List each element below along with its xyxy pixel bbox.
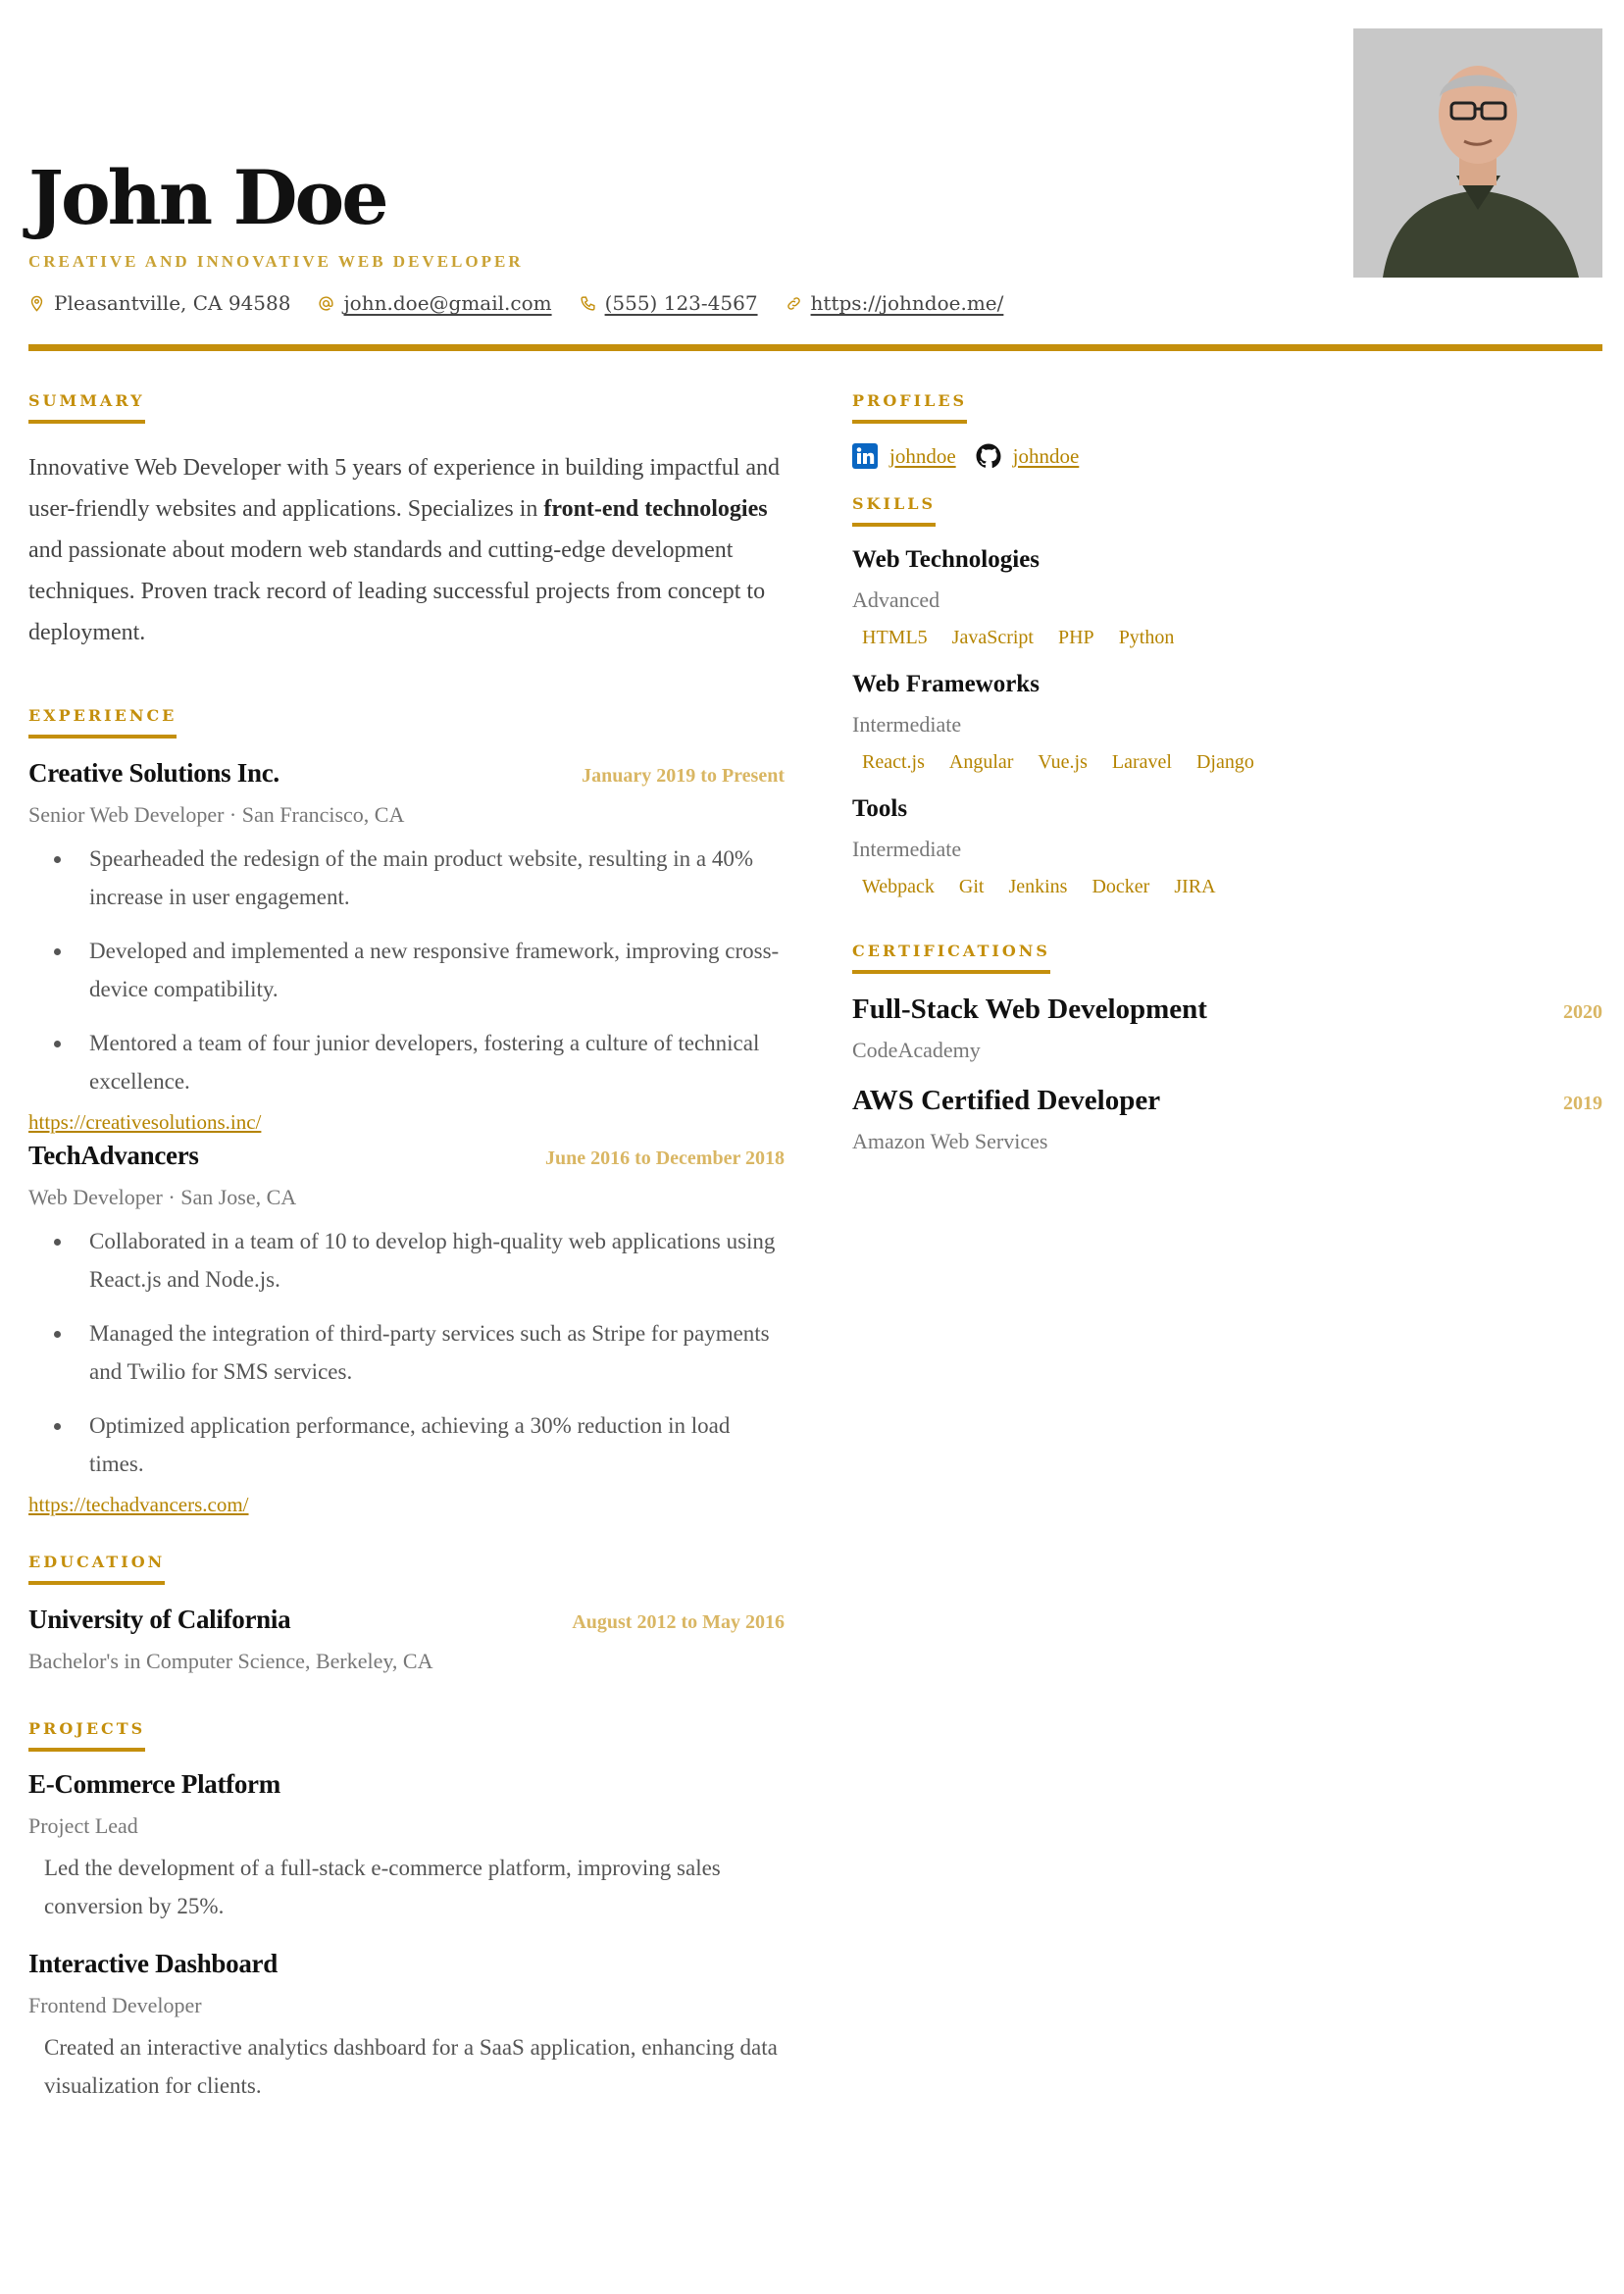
certification-item	[852, 994, 1602, 1063]
skill-level: Advanced	[852, 587, 940, 612]
skill-level: Intermediate	[852, 712, 962, 737]
profiles-list	[852, 443, 1602, 469]
project-name: Interactive Dashboard	[28, 1949, 278, 1978]
skill-name: Web Technologies	[852, 546, 1040, 573]
certifications-heading: CERTIFICATIONS	[852, 942, 1050, 974]
map-pin-icon	[28, 295, 45, 312]
projects-section	[28, 1719, 785, 2105]
skill-keyword: Vue.js	[1038, 751, 1088, 773]
skill-keyword: Angular	[948, 751, 1014, 773]
candidate-name: John Doe	[28, 154, 386, 241]
skill-level: Intermediate	[852, 837, 962, 861]
skill-keywords	[852, 751, 1602, 774]
resume-page	[28, 28, 1602, 2098]
date-range: August 2012 to May 2016	[572, 1611, 785, 1633]
achievement-item: Managed the integration of third-party services such as Stripe for payments and Twilio for SMS services.	[28, 1314, 785, 1391]
skill-keyword: JavaScript	[951, 627, 1034, 648]
achievement-item: Optimized application performance, achieving a 30% reduction in load times.	[28, 1406, 785, 1483]
skill-keyword: Laravel	[1111, 751, 1172, 773]
skill-group	[852, 795, 1602, 898]
certification-item	[852, 1085, 1602, 1154]
skill-name: Tools	[852, 795, 908, 822]
company-name: TechAdvancers	[28, 1141, 199, 1170]
company-url-link[interactable]: https://techadvancers.com/	[28, 1493, 249, 1516]
phone-link[interactable]: (555) 123-4567	[604, 291, 758, 315]
company-name: Creative Solutions Inc.	[28, 758, 279, 788]
profiles-section	[852, 391, 1602, 469]
profile-github[interactable]	[976, 443, 1080, 469]
skills-heading: SKILLS	[852, 494, 936, 527]
skill-keyword: Docker	[1091, 876, 1150, 897]
skill-keyword: Django	[1195, 751, 1254, 773]
website-link[interactable]: https://johndoe.me/	[810, 291, 1004, 315]
skill-keyword: PHP	[1057, 627, 1094, 648]
candidate-headline: CREATIVE AND INNOVATIVE WEB DEVELOPER	[28, 252, 524, 271]
profile-linkedin[interactable]	[852, 443, 956, 469]
degree-text: Bachelor's in Computer Science, Berkeley, CA	[28, 1649, 433, 1673]
right-column	[852, 391, 1602, 1154]
certification-name: Full-Stack Web Development	[852, 994, 1207, 1025]
position-location: Senior Web Developer · San Francisco, CA	[28, 802, 405, 827]
github-icon	[976, 443, 1001, 469]
skill-keyword: Git	[958, 876, 985, 897]
projects-heading: PROJECTS	[28, 1719, 145, 1752]
achievement-item: Collaborated in a team of 10 to develop high-quality web applications using React.js and Node.js.	[28, 1222, 785, 1299]
date-range: January 2019 to Present	[582, 765, 785, 787]
summary-highlight: front-end technologies	[543, 496, 768, 522]
skill-keyword: React.js	[862, 751, 925, 773]
project-item	[28, 1949, 785, 2105]
certification-name: AWS Certified Developer	[852, 1085, 1161, 1116]
link-icon	[786, 295, 802, 312]
skill-keyword: JIRA	[1174, 876, 1216, 897]
at-sign-icon	[318, 295, 334, 312]
skill-name: Web Frameworks	[852, 671, 1040, 697]
achievement-list	[28, 840, 785, 1100]
certification-year: 2020	[1563, 1001, 1602, 1023]
education-section	[28, 1553, 785, 1674]
resume-header	[28, 28, 1602, 352]
project-role: Project Lead	[28, 1813, 138, 1838]
project-name: E-Commerce Platform	[28, 1769, 280, 1799]
skills-section	[852, 494, 1602, 898]
summary-section	[28, 391, 785, 653]
location-text: Pleasantville, CA 94588	[54, 291, 291, 315]
project-description: Led the development of a full-stack e-commerce platform, improving sales conversion by 25%.	[44, 1856, 721, 1918]
contact-website[interactable]	[786, 291, 1004, 315]
education-heading: EDUCATION	[28, 1553, 165, 1585]
skill-keyword: Python	[1118, 627, 1175, 648]
achievement-item: Spearheaded the redesign of the main product website, resulting in a 40% increase in user engagement.	[28, 840, 785, 916]
institution-name: University of California	[28, 1605, 291, 1634]
certification-issuer: CodeAcademy	[852, 1038, 981, 1062]
contact-bar	[28, 291, 1003, 315]
position-location: Web Developer · San Jose, CA	[28, 1185, 297, 1209]
linkedin-icon	[852, 443, 878, 469]
summary-text	[28, 447, 785, 653]
profile-photo	[1353, 28, 1602, 278]
project-role: Frontend Developer	[28, 1993, 202, 2017]
contact-location	[28, 291, 290, 315]
experience-item	[28, 1141, 785, 1517]
contact-email[interactable]	[318, 291, 551, 315]
project-item	[28, 1769, 785, 1925]
achievement-list	[28, 1222, 785, 1483]
phone-icon	[580, 295, 596, 312]
skill-keyword: Webpack	[862, 876, 935, 897]
skill-keywords	[852, 627, 1602, 649]
experience-heading: EXPERIENCE	[28, 706, 177, 739]
date-range: June 2016 to December 2018	[544, 1147, 785, 1169]
github-username-link[interactable]: johndoe	[1012, 443, 1080, 468]
project-description: Created an interactive analytics dashboard for a SaaS application, enhancing data visualization for clients.	[44, 2035, 778, 2098]
left-column	[28, 391, 785, 2105]
skill-keyword: HTML5	[862, 627, 928, 648]
skill-group	[852, 546, 1602, 649]
summary-text-part: and passionate about modern web standards and cutting-edge development techniques. Proven track record of leading successful projects from concept to deployment.	[28, 537, 766, 645]
summary-heading: SUMMARY	[28, 391, 145, 424]
skill-keyword: Jenkins	[1008, 876, 1068, 897]
profile-photo-image	[1353, 28, 1602, 278]
certification-year: 2019	[1563, 1093, 1602, 1114]
achievement-item: Developed and implemented a new responsive framework, improving cross-device compatibility.	[28, 932, 785, 1008]
email-link[interactable]: john.doe@gmail.com	[343, 291, 552, 315]
education-item	[28, 1605, 785, 1674]
contact-phone[interactable]	[580, 291, 758, 315]
experience-section	[28, 706, 785, 1517]
achievement-item: Mentored a team of four junior developers, fostering a culture of technical excellence.	[28, 1024, 785, 1100]
certifications-section	[852, 942, 1602, 1154]
header-divider	[28, 344, 1602, 351]
experience-item	[28, 758, 785, 1135]
skill-keywords	[852, 876, 1602, 898]
certification-issuer: Amazon Web Services	[852, 1129, 1048, 1153]
profiles-heading: PROFILES	[852, 391, 967, 424]
linkedin-username-link[interactable]: johndoe	[889, 443, 956, 468]
company-url-link[interactable]: https://creativesolutions.inc/	[28, 1110, 262, 1134]
summary-text-part: Innovative Web Developer with 5 years of experience in building impactful and user-friendly websites and applications. Specializes in	[28, 455, 781, 522]
skill-group	[852, 671, 1602, 774]
